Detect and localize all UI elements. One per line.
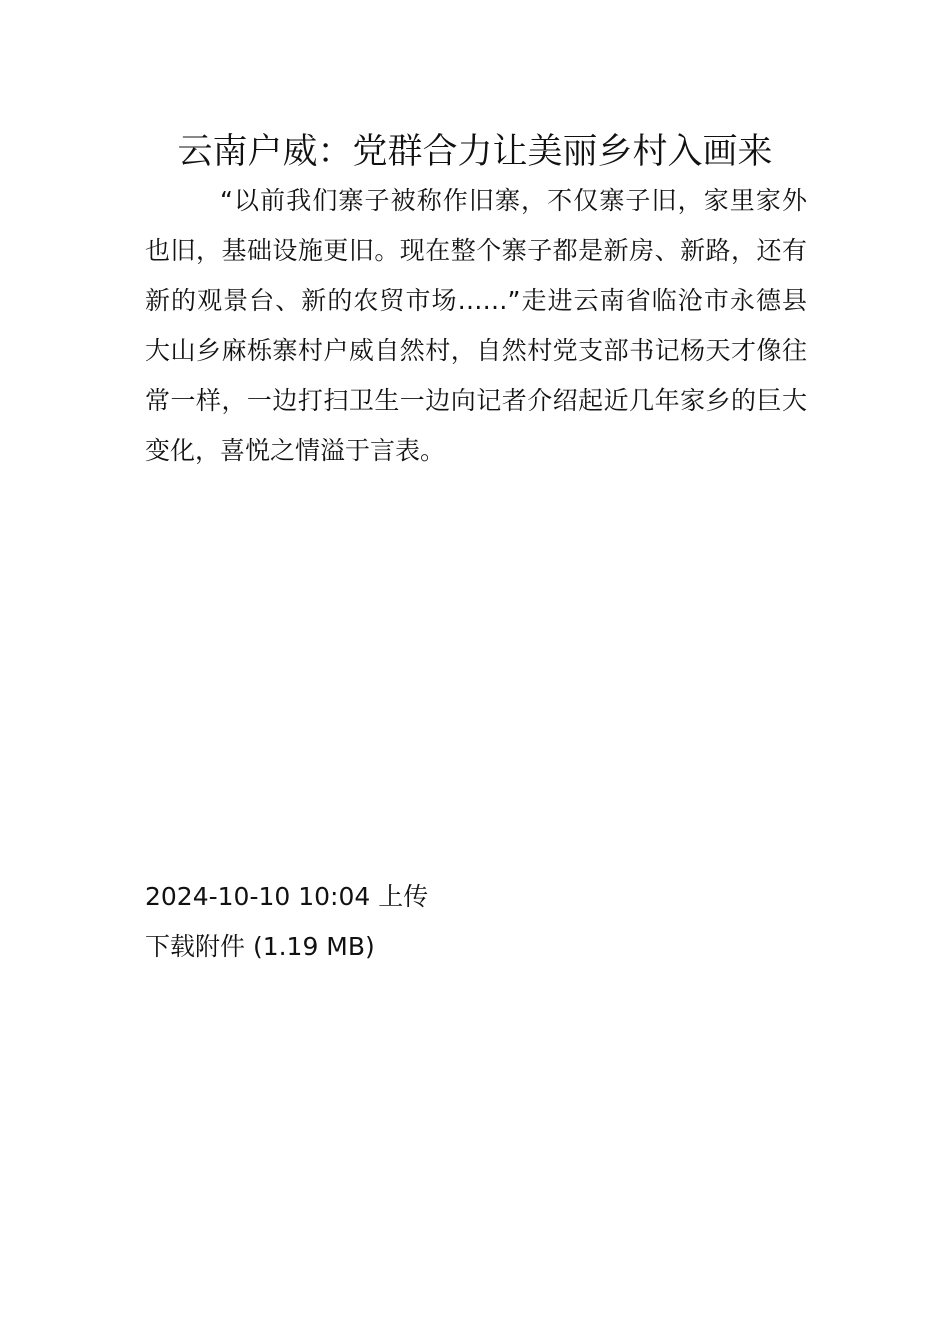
download-attachment-link[interactable]: 下载附件 (1.19 MB)	[145, 932, 375, 961]
upload-timestamp: 2024-10-10 10:04 上传	[145, 882, 429, 911]
article-title: 云南户威：党群合力让美丽乡村入画来	[177, 132, 773, 172]
article-paragraph: “以前我们寨子被称作旧寨，不仅寨子旧，家里家外也旧，基础设施更旧。现在整个寨子都是新房、新路，还有新的观景台、新的农贸市场……”走进云南省临沧市永德县大山乡麻栎寨村户威自然村，自然村党支部书记杨天才像往常一样，一边打扫卫生一边向记者介绍起近几年家乡的巨大变化，喜悦之情溢于言表。	[145, 186, 807, 465]
